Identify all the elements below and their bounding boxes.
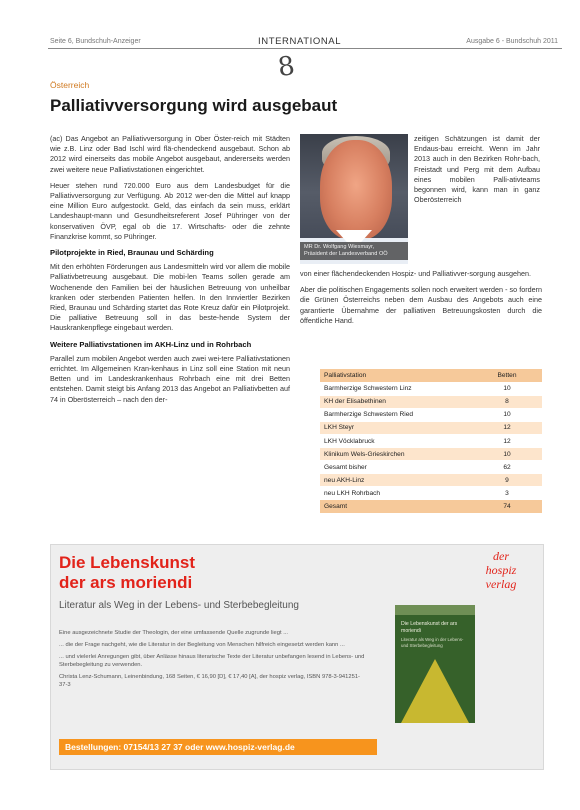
- book-cover-strip: [395, 605, 475, 615]
- order-info-bar[interactable]: Bestellungen: 07154/13 27 37 oder www.hospiz-verlag.de: [59, 739, 377, 755]
- publisher-logo: [471, 549, 531, 591]
- article-right-column-top: [414, 134, 540, 211]
- intro-paragraph-1: (ac) Das Angebot an Palliativversorgung in Ober Öster-reich mit Städten wie z.B. Linz oder Bad Ischl wird flä-chendeckend ausgebaut. Schon ab 2012 wird einerseits das mobile Angebot ausgebaut, andererseits werden zwei weitere neue Palliativstationen eingerichtet.: [50, 134, 290, 174]
- portrait-face: [320, 140, 392, 240]
- table-row: [320, 487, 542, 500]
- table-cell: LKH Vöcklabruck: [320, 434, 472, 447]
- table-cell: Klinikum Wels-Grieskirchen: [320, 448, 472, 461]
- book-cover: [395, 605, 475, 723]
- ad-paragraph: ... und vielerlei Anregungen gibt, über Anlässe hinaus literarische Texte der Literatur unbefangen lesend in Lebens- und Sterbebegleitung zu verwenden.: [59, 654, 365, 668]
- article-right-column-mid: [300, 269, 542, 332]
- section-header: INTERNATIONAL: [258, 36, 342, 47]
- table-cell: KH der Elisabethinen: [320, 395, 472, 408]
- handwritten-mark: 8: [275, 50, 297, 84]
- palliative-beds-table: [320, 369, 542, 514]
- table-row: [320, 408, 542, 421]
- table-cell: neu AKH-Linz: [320, 474, 472, 487]
- book-cover-light-graphic: [401, 659, 469, 723]
- table-header-cell: Betten: [472, 369, 542, 382]
- table-cell: 9: [472, 474, 542, 487]
- photo-caption: [300, 242, 408, 260]
- table-cell: 62: [472, 461, 542, 474]
- table-cell: 3: [472, 487, 542, 500]
- table-cell: 12: [472, 434, 542, 447]
- table-total-row: [320, 500, 542, 513]
- table-cell: Gesamt bisher: [320, 461, 472, 474]
- article-kicker: Österreich: [50, 80, 90, 90]
- table-cell: LKH Steyr: [320, 421, 472, 434]
- photo-caption-line-2: Präsident der Landesverband OÖ: [304, 251, 388, 257]
- ad-description: [59, 629, 367, 693]
- book-cover-subtitle: Literatur als Weg in der Lebens- und Sterbebegleitung: [401, 637, 464, 648]
- table-row: [320, 382, 542, 395]
- book-cover-title: [401, 621, 469, 648]
- table-cell: Barmherzige Schwestern Ried: [320, 408, 472, 421]
- section-paragraph-palliativstationen: Parallel zum mobilen Angebot werden auch zwei wei-tere Palliativstationen errichtet. Im Allgemeinen Kran-kenhaus in Linz soll eine Station mit neun Betten und im Landeskrankenhaus Rohrbach eine mit drei Betten entstehen. Damit steigt bis Anfang 2013 das Angebot an Palliativbetten auf 74 in Oberösterreich – nach den der-: [50, 353, 290, 404]
- table-row: [320, 461, 542, 474]
- table-row: [320, 395, 542, 408]
- ad-paragraph: ... die der Frage nachgeht, wie die Literatur in der Begleitung von Menschen hilfreich eingesetzt werden kann ...: [59, 642, 345, 648]
- table-cell: 10: [472, 448, 542, 461]
- table-row: [320, 421, 542, 434]
- table-row: [320, 448, 542, 461]
- ad-title-line-1: Die Lebenskunst: [59, 553, 196, 572]
- photo-caption-line-1: MR Dr. Wolfgang Wiesmayr,: [304, 244, 375, 250]
- right-column-paragraph: zeitigen Schätzungen ist damit der Endaus-bau erreicht. Wenn im Jahr 2013 auch in den Bezirken Rohr-bach, Freistadt und Perg mit dem Aufbau eines mobilen Palli-ativteams begonnen wird, kann man in ganz Oberösterreich: [414, 134, 540, 205]
- table-cell: 8: [472, 395, 542, 408]
- ad-subtitle: Literatur als Weg in der Lebens- und Sterbebegleitung: [59, 600, 299, 611]
- table-row: [320, 474, 542, 487]
- publisher-logo-line: der: [493, 549, 509, 563]
- header-divider: [48, 48, 562, 49]
- table-row: [320, 434, 542, 447]
- table-cell: 12: [472, 421, 542, 434]
- section-paragraph-pilotprojekte: Mit den erhöhten Förderungen aus Landesmitteln wird vor allem die mobile Palliativbetreuung ausgebaut. Die mobi-len Teams sollen gerade am Wochenende den Familien bei der häuslichen Betreuung von unheilbar kranken oder sterbenden Patienten helfen. In den Innviertler Bezirken Ried, Braunau und Schärding startet das Rote Kreuz dafür ein Pilotprojekt. Die palliative Betreuung soll in das beste-hende System der Hauskrankenpflege eingebaut werden.: [50, 262, 290, 333]
- publisher-logo-line: hospiz: [485, 563, 517, 577]
- ad-paragraph: Eine ausgezeichnete Studie der Theologin, der eine umfassende Quelle zugrunde liegt ...: [59, 630, 289, 636]
- table-cell: Barmherzige Schwestern Linz: [320, 382, 472, 395]
- publisher-logo-line: verlag: [485, 577, 517, 591]
- right-column-paragraph-2: Aber die politischen Engagements sollen noch erweitert werden - so fordern die Grünen Österreichs neben dem Ausbau des Angebots auch eine garantierte Übernahme der palliativen Betreuungskosten durch die öffentliche Hand.: [300, 285, 542, 325]
- table-total-label: Gesamt: [320, 500, 472, 513]
- section-heading-pilotprojekte: Pilotprojekte in Ried, Braunau und Schärding: [50, 248, 214, 258]
- ad-title-line-2: der ars moriendi: [59, 573, 193, 592]
- table-cell: 10: [472, 408, 542, 421]
- page-header-left: Seite 6, Bundschuh-Anzeiger: [50, 38, 141, 45]
- table-header-row: [320, 369, 542, 382]
- table-cell: 10: [472, 382, 542, 395]
- page-header-right: Ausgabe 6 - Bundschuh 2011: [466, 38, 558, 45]
- article-left-column: [50, 134, 290, 411]
- ad-title: [59, 553, 195, 593]
- section-heading-palliativstationen: Weitere Palliativstationen im AKH-Linz und in Rohrbach: [50, 339, 252, 349]
- book-cover-title-text: Die Lebenskunst der ars moriendi: [401, 621, 458, 634]
- ad-book-details: Christa Lenz-Schumann, Leinenbindung, 168 Seiten, € 16,90 [D], € 17,40 [A], der hospiz verlag, ISBN 978-3-941251-37-3: [59, 674, 360, 688]
- table-cell: neu LKH Rohrbach: [320, 487, 472, 500]
- article-title: Palliativversorgung wird ausgebaut: [50, 96, 338, 115]
- right-column-continuation: von einer flächendeckenden Hospiz- und Palliativver-sorgung ausgehen.: [300, 269, 531, 278]
- table-total-value: 74: [472, 500, 542, 513]
- portrait-photo: [300, 134, 408, 264]
- intro-paragraph-2: Heuer stehen rund 720.000 Euro aus dem Landesbudget für die Palliativversorgung zur Verfügung. Ab 2012 wer-den die Mittel auf knapp eine Million Euro aufgestockt. Geld, das einfach da sein muss, erklärt Landeshaupt-mann und Gesundheitsreferent Josef Pühringer von der konservativen ÖVP, egal ob die 17. Wirtschafts- oder die zehnte Finanzkrise kommt, so Pühringer.: [50, 180, 290, 241]
- table-header-cell: Palliativstation: [320, 369, 472, 382]
- book-advertisement: [50, 544, 544, 770]
